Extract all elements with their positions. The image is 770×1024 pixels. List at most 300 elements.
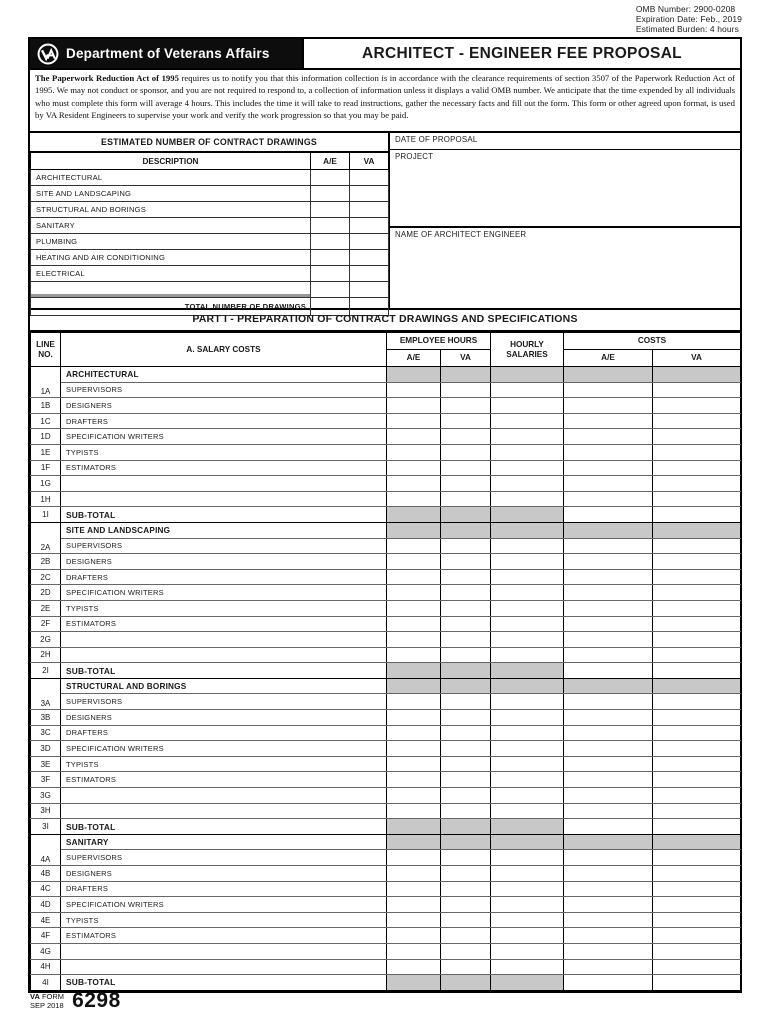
line-number: 1A: [31, 367, 61, 398]
cell-cost-ae[interactable]: [564, 600, 653, 616]
cell-hours-ae[interactable]: [387, 476, 441, 492]
cell-cost-va[interactable]: [653, 460, 741, 476]
subtotal-row: [31, 975, 741, 991]
cell-hourly-salary[interactable]: [491, 928, 564, 944]
salary-row: [31, 756, 741, 772]
cell-hours-ae[interactable]: [387, 803, 441, 819]
cell-hours-va[interactable]: [441, 803, 491, 819]
cell-cost-ae[interactable]: [564, 429, 653, 445]
salary-row: [31, 959, 741, 975]
line-number: 1B: [31, 398, 61, 414]
section-header-row: [31, 367, 741, 383]
drawing-count-va-cell[interactable]: [350, 202, 389, 218]
cell-cost-va: [653, 834, 741, 850]
salary-row: [31, 647, 741, 663]
cell-hourly-salary[interactable]: [491, 788, 564, 804]
cell-hours-ae[interactable]: [387, 632, 441, 648]
cell-cost-va[interactable]: [653, 741, 741, 757]
salary-row: [31, 585, 741, 601]
cell-hours-ae[interactable]: [387, 772, 441, 788]
cell-hours-ae[interactable]: [387, 600, 441, 616]
drawings-row: [31, 218, 389, 234]
salary-row: [31, 694, 741, 710]
cell-cost-ae[interactable]: [564, 741, 653, 757]
cell-hours-ae[interactable]: [387, 959, 441, 975]
cell-hours-ae[interactable]: [387, 912, 441, 928]
cell-cost-va[interactable]: [653, 382, 741, 398]
cell-hourly-salary[interactable]: [491, 912, 564, 928]
cell-hours-va[interactable]: [441, 694, 491, 710]
cell-hours-ae[interactable]: [387, 881, 441, 897]
cell-cost-va[interactable]: [653, 538, 741, 554]
row-label: TYPISTS: [61, 600, 387, 616]
drawing-count-ae-cell[interactable]: [311, 234, 350, 250]
line-number: 3D: [31, 741, 61, 757]
salary-row: [31, 912, 741, 928]
form-title: ARCHITECT - ENGINEER FEE PROPOSAL: [302, 39, 740, 68]
cell-cost-va[interactable]: [653, 943, 741, 959]
cell-hours-ae[interactable]: [387, 756, 441, 772]
col-line-no: [31, 333, 61, 367]
cell-cost-va[interactable]: [653, 616, 741, 632]
cell-cost-ae[interactable]: [564, 616, 653, 632]
row-label: SPECIFICATION WRITERS: [61, 741, 387, 757]
cell-hourly-salary[interactable]: [491, 647, 564, 663]
cell-cost-ae[interactable]: [564, 647, 653, 663]
cell-hours-va[interactable]: [441, 725, 491, 741]
salary-row: [31, 429, 741, 445]
cell-hours-ae[interactable]: [387, 788, 441, 804]
salary-row: [31, 943, 741, 959]
row-label: DESIGNERS: [61, 554, 387, 570]
cell-hourly-salary[interactable]: [491, 881, 564, 897]
col-line-word1: LINE: [36, 340, 55, 350]
cell-hours-ae[interactable]: [387, 616, 441, 632]
cell-hourly-salary[interactable]: [491, 429, 564, 445]
cell-hours-ae[interactable]: [387, 943, 441, 959]
cell-hourly-salary[interactable]: [491, 569, 564, 585]
cell-cost-ae[interactable]: [564, 382, 653, 398]
cell-hours-ae[interactable]: [387, 866, 441, 882]
drawings-header-row: [31, 153, 389, 170]
va-form-label: [30, 992, 64, 1011]
drawing-count-ae-cell[interactable]: [311, 266, 350, 282]
salary-row: [31, 491, 741, 507]
cell-cost-ae[interactable]: [564, 975, 653, 991]
cell-cost-va[interactable]: [653, 569, 741, 585]
cell-hourly-salary: [491, 678, 564, 694]
salary-row: [31, 632, 741, 648]
cell-cost-ae[interactable]: [564, 756, 653, 772]
cell-cost-ae[interactable]: [564, 881, 653, 897]
line-number: 3C: [31, 725, 61, 741]
cell-hours-ae[interactable]: [387, 538, 441, 554]
cell-cost-ae[interactable]: [564, 491, 653, 507]
cell-hours-ae: [387, 975, 441, 991]
cell-cost-ae[interactable]: [564, 569, 653, 585]
cell-cost-ae[interactable]: [564, 460, 653, 476]
line-number: 3B: [31, 710, 61, 726]
cell-cost-va[interactable]: [653, 663, 741, 679]
cell-hourly-salary: [491, 819, 564, 835]
form-footer: [30, 989, 121, 1013]
cell-cost-va[interactable]: [653, 491, 741, 507]
line-number: 3H: [31, 803, 61, 819]
cell-hours-ae[interactable]: [387, 491, 441, 507]
cell-cost-ae[interactable]: [564, 476, 653, 492]
contract-drawings-table: [30, 133, 390, 311]
drawings-row: [31, 266, 389, 282]
cell-cost-va[interactable]: [653, 928, 741, 944]
total-drawings-label: TOTAL NUMBER OF DRAWINGS: [31, 298, 311, 316]
cell-hours-va[interactable]: [441, 928, 491, 944]
cell-hours-ae[interactable]: [387, 398, 441, 414]
cell-hourly-salary: [491, 367, 564, 383]
cell-hourly-salary[interactable]: [491, 710, 564, 726]
drawings-row: [31, 282, 389, 298]
cell-cost-va[interactable]: [653, 772, 741, 788]
cell-cost-va[interactable]: [653, 507, 741, 523]
pra-lead: The Paperwork Reduction Act of 1995: [35, 73, 179, 83]
cell-hourly-salary[interactable]: [491, 554, 564, 570]
row-label: [61, 803, 387, 819]
line-number: 4B: [31, 866, 61, 882]
cell-hourly-salary[interactable]: [491, 850, 564, 866]
cell-hourly-salary[interactable]: [491, 943, 564, 959]
line-number: 2A: [31, 522, 61, 553]
drawing-count-va-cell[interactable]: [350, 170, 389, 186]
cell-cost-ae[interactable]: [564, 413, 653, 429]
cell-hourly-salary: [491, 663, 564, 679]
cell-hours-va[interactable]: [441, 647, 491, 663]
line-number: 4C: [31, 881, 61, 897]
cell-hours-va[interactable]: [441, 460, 491, 476]
cell-cost-ae[interactable]: [564, 554, 653, 570]
cell-cost-va[interactable]: [653, 725, 741, 741]
drawing-count-ae-cell[interactable]: [311, 218, 350, 234]
drawing-count-ae-cell[interactable]: [311, 170, 350, 186]
cell-cost-ae[interactable]: [564, 710, 653, 726]
line-number: 4A: [31, 834, 61, 865]
cell-cost-ae[interactable]: [564, 897, 653, 913]
cell-cost-ae[interactable]: [564, 912, 653, 928]
cell-hours-va[interactable]: [441, 897, 491, 913]
cell-hourly-salary[interactable]: [491, 585, 564, 601]
salary-row: [31, 554, 741, 570]
cell-hours-ae[interactable]: [387, 928, 441, 944]
cell-cost-va[interactable]: [653, 647, 741, 663]
cell-cost-va[interactable]: [653, 694, 741, 710]
cell-cost-ae[interactable]: [564, 398, 653, 414]
cell-cost-ae[interactable]: [564, 585, 653, 601]
date-of-proposal-field[interactable]: [390, 133, 740, 150]
drawing-description: STRUCTURAL AND BORINGS: [31, 202, 311, 218]
cell-hours-va[interactable]: [441, 600, 491, 616]
cell-cost-va[interactable]: [653, 600, 741, 616]
cell-cost-ae[interactable]: [564, 772, 653, 788]
cell-hours-ae[interactable]: [387, 694, 441, 710]
cell-hourly-salary[interactable]: [491, 398, 564, 414]
cell-hourly-salary[interactable]: [491, 897, 564, 913]
cell-hours-va[interactable]: [441, 538, 491, 554]
cell-hours-va[interactable]: [441, 491, 491, 507]
col-hourly-word1: HOURLY: [510, 340, 544, 350]
salary-row: [31, 897, 741, 913]
cell-cost-va[interactable]: [653, 819, 741, 835]
cell-cost-va[interactable]: [653, 803, 741, 819]
cell-hourly-salary[interactable]: [491, 382, 564, 398]
project-field[interactable]: [390, 150, 740, 228]
cell-hourly-salary[interactable]: [491, 616, 564, 632]
subtotal-label: SUB-TOTAL: [61, 975, 387, 991]
cell-hours-va: [441, 975, 491, 991]
cell-cost-va: [653, 522, 741, 538]
form-header: [30, 39, 740, 68]
cell-hours-va[interactable]: [441, 772, 491, 788]
cell-cost-va[interactable]: [653, 429, 741, 445]
row-label: TYPISTS: [61, 444, 387, 460]
cell-cost-ae[interactable]: [564, 663, 653, 679]
cell-hours-va[interactable]: [441, 569, 491, 585]
drawing-count-va-cell[interactable]: [350, 186, 389, 202]
cell-hours-ae: [387, 367, 441, 383]
cell-hours-ae[interactable]: [387, 382, 441, 398]
cell-cost-ae[interactable]: [564, 632, 653, 648]
cell-hours-ae[interactable]: [387, 429, 441, 445]
cell-hourly-salary[interactable]: [491, 866, 564, 882]
cell-cost-va[interactable]: [653, 398, 741, 414]
row-label: [61, 943, 387, 959]
cell-cost-ae[interactable]: [564, 803, 653, 819]
cell-hours-va[interactable]: [441, 476, 491, 492]
cell-hours-ae: [387, 834, 441, 850]
cell-hours-va: [441, 507, 491, 523]
subtotal-row: [31, 507, 741, 523]
salary-row: [31, 444, 741, 460]
row-label: TYPISTS: [61, 912, 387, 928]
cell-hours-va[interactable]: [441, 585, 491, 601]
cell-hours-ae[interactable]: [387, 585, 441, 601]
cell-hourly-salary[interactable]: [491, 444, 564, 460]
salary-row: [31, 741, 741, 757]
cell-cost-va[interactable]: [653, 897, 741, 913]
cell-hours-ae[interactable]: [387, 725, 441, 741]
cell-cost-va[interactable]: [653, 866, 741, 882]
cell-cost-va[interactable]: [653, 881, 741, 897]
line-number: 1C: [31, 413, 61, 429]
cell-cost-ae[interactable]: [564, 928, 653, 944]
cell-cost-ae[interactable]: [564, 538, 653, 554]
cell-hourly-salary[interactable]: [491, 694, 564, 710]
cell-hourly-salary[interactable]: [491, 772, 564, 788]
row-label: ESTIMATORS: [61, 460, 387, 476]
cell-hourly-salary[interactable]: [491, 460, 564, 476]
cell-cost-va[interactable]: [653, 476, 741, 492]
section-header-row: [31, 834, 741, 850]
architect-engineer-name-field[interactable]: [390, 228, 740, 308]
cell-hours-va[interactable]: [441, 429, 491, 445]
cell-cost-ae[interactable]: [564, 959, 653, 975]
drawing-count-ae-cell[interactable]: [311, 202, 350, 218]
cell-hourly-salary[interactable]: [491, 632, 564, 648]
salary-row: [31, 569, 741, 585]
cell-hourly-salary[interactable]: [491, 803, 564, 819]
salary-row: [31, 382, 741, 398]
cell-hourly-salary[interactable]: [491, 959, 564, 975]
drawing-count-va-cell[interactable]: [350, 282, 389, 298]
cell-cost-ae[interactable]: [564, 694, 653, 710]
line-number: 2I: [31, 663, 61, 679]
drawings-row: [31, 202, 389, 218]
salary-row: [31, 616, 741, 632]
cell-hours-va[interactable]: [441, 444, 491, 460]
cell-cost-va[interactable]: [653, 975, 741, 991]
salary-row: [31, 881, 741, 897]
cell-hours-va[interactable]: [441, 866, 491, 882]
cell-hourly-salary[interactable]: [491, 756, 564, 772]
part1-title: PART I - PREPARATION OF CONTRACT DRAWINGS AND SPECIFICATIONS: [30, 308, 740, 330]
cell-cost-ae[interactable]: [564, 788, 653, 804]
salary-row: [31, 398, 741, 414]
drawing-count-ae-cell[interactable]: [311, 186, 350, 202]
cell-hourly-salary[interactable]: [491, 725, 564, 741]
drawing-count-ae-cell[interactable]: [311, 250, 350, 266]
cell-hours-va[interactable]: [441, 382, 491, 398]
line-number: 3F: [31, 772, 61, 788]
cell-hours-ae[interactable]: [387, 850, 441, 866]
cell-hours-va[interactable]: [441, 756, 491, 772]
line-number: 4H: [31, 959, 61, 975]
cell-hours-va[interactable]: [441, 413, 491, 429]
cell-hours-va[interactable]: [441, 912, 491, 928]
cell-hourly-salary[interactable]: [491, 741, 564, 757]
cell-hourly-salary[interactable]: [491, 600, 564, 616]
drawing-count-va-cell[interactable]: [350, 266, 389, 282]
cell-hours-va: [441, 663, 491, 679]
col-hourly-word2: SALARIES: [506, 349, 548, 359]
cell-cost-va[interactable]: [653, 756, 741, 772]
cell-hourly-salary[interactable]: [491, 491, 564, 507]
cell-hourly-salary: [491, 507, 564, 523]
cell-cost-va[interactable]: [653, 444, 741, 460]
row-label: DRAFTERS: [61, 413, 387, 429]
cell-hours-ae[interactable]: [387, 569, 441, 585]
drawing-count-ae-cell[interactable]: [311, 282, 350, 298]
row-label: SUPERVISORS: [61, 694, 387, 710]
drawing-description: [31, 282, 311, 298]
cell-hours-va[interactable]: [441, 554, 491, 570]
drawing-description: ARCHITECTURAL: [31, 170, 311, 186]
cell-hours-va[interactable]: [441, 398, 491, 414]
cell-hours-va[interactable]: [441, 632, 491, 648]
cell-cost-va[interactable]: [653, 850, 741, 866]
agency-name: Department of Veterans Affairs: [66, 46, 270, 61]
architect-engineer-name-label: NAME OF ARCHITECT ENGINEER: [395, 230, 527, 239]
row-label: [61, 647, 387, 663]
cell-hourly-salary[interactable]: [491, 476, 564, 492]
cell-hours-ae[interactable]: [387, 741, 441, 757]
col-line-word2: NO.: [38, 349, 53, 359]
cell-hours-va[interactable]: [441, 788, 491, 804]
cell-hours-ae[interactable]: [387, 554, 441, 570]
cell-cost-ae[interactable]: [564, 507, 653, 523]
cell-hours-va[interactable]: [441, 710, 491, 726]
drawing-count-va-cell[interactable]: [350, 250, 389, 266]
cell-hours-ae[interactable]: [387, 460, 441, 476]
line-number: 1I: [31, 507, 61, 523]
salary-row: [31, 866, 741, 882]
cell-cost-va[interactable]: [653, 413, 741, 429]
section-header-row: [31, 678, 741, 694]
cell-hours-va[interactable]: [441, 881, 491, 897]
cell-hours-va[interactable]: [441, 959, 491, 975]
cell-hours-va[interactable]: [441, 741, 491, 757]
cell-cost-va: [653, 678, 741, 694]
cell-cost-ae[interactable]: [564, 725, 653, 741]
row-label: ESTIMATORS: [61, 928, 387, 944]
col-description: DESCRIPTION: [31, 153, 311, 170]
cell-cost-ae[interactable]: [564, 866, 653, 882]
cell-cost-va[interactable]: [653, 554, 741, 570]
drawings-row: [31, 234, 389, 250]
cell-cost-va[interactable]: [653, 585, 741, 601]
cell-cost-ae: [564, 678, 653, 694]
cell-hours-ae: [387, 663, 441, 679]
cell-cost-ae[interactable]: [564, 850, 653, 866]
drawing-count-va-cell[interactable]: [350, 234, 389, 250]
cell-cost-ae[interactable]: [564, 444, 653, 460]
cell-cost-va[interactable]: [653, 632, 741, 648]
cell-cost-ae: [564, 367, 653, 383]
salary-header-row-1: [31, 333, 741, 350]
cell-cost-va[interactable]: [653, 959, 741, 975]
cell-hours-ae: [387, 507, 441, 523]
row-label: DESIGNERS: [61, 398, 387, 414]
cell-cost-ae[interactable]: [564, 943, 653, 959]
col-hours-ae: A/E: [387, 350, 441, 367]
cell-hours-ae[interactable]: [387, 413, 441, 429]
cell-hours-ae[interactable]: [387, 647, 441, 663]
cell-hours-va[interactable]: [441, 616, 491, 632]
line-number: 3E: [31, 756, 61, 772]
cell-cost-va[interactable]: [653, 912, 741, 928]
col-employee-hours: EMPLOYEE HOURS: [387, 333, 491, 350]
cell-hourly-salary[interactable]: [491, 413, 564, 429]
cell-hours-ae[interactable]: [387, 710, 441, 726]
cell-hours-ae[interactable]: [387, 444, 441, 460]
cell-hourly-salary: [491, 834, 564, 850]
drawings-row: [31, 186, 389, 202]
salary-row: [31, 788, 741, 804]
cell-hours-va[interactable]: [441, 943, 491, 959]
col-costs-va: VA: [653, 350, 741, 367]
cell-hours-ae[interactable]: [387, 897, 441, 913]
cell-hourly-salary[interactable]: [491, 538, 564, 554]
drawing-count-va-cell[interactable]: [350, 218, 389, 234]
cell-cost-va[interactable]: [653, 710, 741, 726]
cell-cost-ae[interactable]: [564, 819, 653, 835]
cell-hours-ae: [387, 522, 441, 538]
row-label: [61, 788, 387, 804]
subtotal-row: [31, 819, 741, 835]
salary-costs-table: [30, 330, 740, 991]
cell-hours-va[interactable]: [441, 850, 491, 866]
row-label: DRAFTERS: [61, 881, 387, 897]
section-title: SANITARY: [61, 834, 387, 850]
drawing-description: PLUMBING: [31, 234, 311, 250]
cell-cost-va[interactable]: [653, 788, 741, 804]
line-number: 1E: [31, 444, 61, 460]
